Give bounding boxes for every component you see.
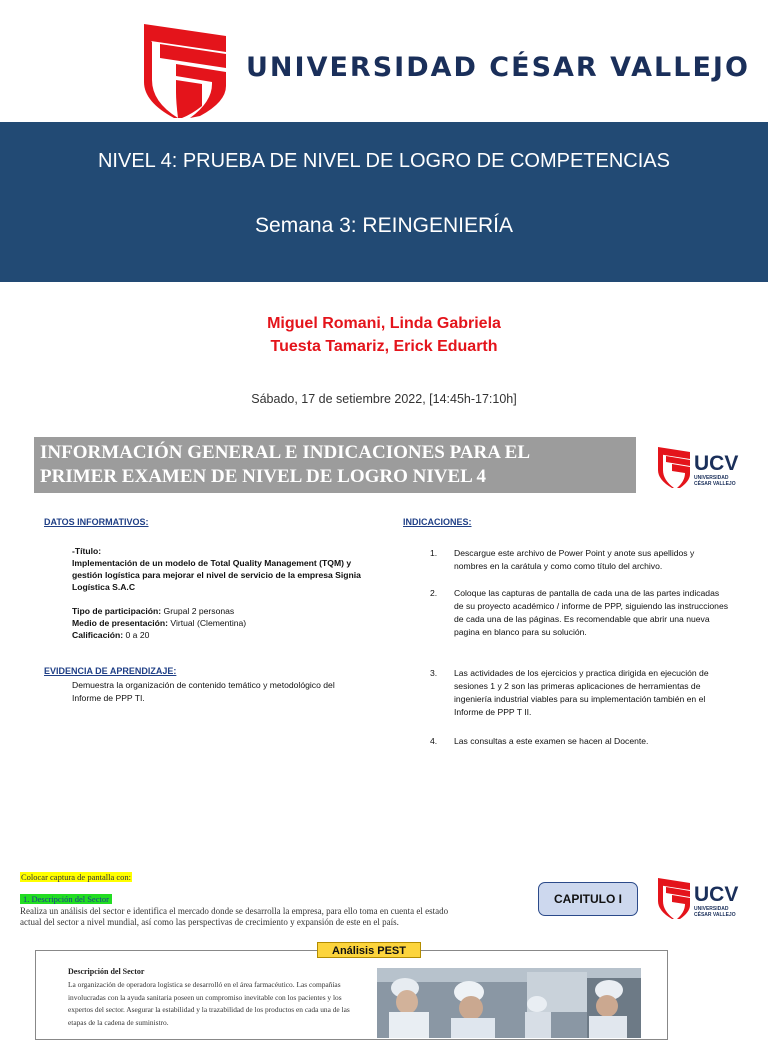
week-title: Semana 3: REINGENIERÍA: [255, 214, 513, 237]
indicacion-number: 1.: [430, 548, 438, 558]
medio-row: [72, 617, 372, 629]
realiza-instruction: Realiza un análisis del sector e identifica el mercado donde se desarrolla la empresa, para ello toma en cuenta el estado actual del sector a nivel mundial, así como las perspectivas de crecimiento y expansión de este en el país.: [20, 906, 449, 927]
evidencia-body: Demuestra la organización de contenido temático y metodológico del Informe de PPP TI.: [72, 680, 335, 703]
pharmacy-workers-photo: [377, 968, 641, 1038]
author-line-1: Miguel Romani, Linda Gabriela: [267, 315, 501, 332]
desc-sector-title: Descripción del Sector: [68, 967, 145, 976]
colocar-instruction: Colocar captura de pantalla con:: [21, 872, 131, 882]
indicacion-number: 4.: [430, 736, 438, 746]
medio-value: Virtual (Clementina): [167, 618, 247, 628]
exam-date: Sábado, 17 de setiembre 2022, [14:45h-17:10h]: [251, 392, 517, 406]
descripcion-sector-highlight: 1. Descripción del Sector: [20, 894, 112, 904]
medio-label: Medio de presentación:: [72, 618, 168, 628]
indicacion-text: Las consultas a este examen se hacen al Docente.: [454, 736, 649, 746]
capitulo-button[interactable]: CAPITULO I: [538, 882, 638, 916]
ucv-logo-text: UCV: [694, 452, 739, 475]
indicaciones-title: INDICACIONES:: [403, 517, 472, 527]
calificacion-row: [72, 629, 372, 641]
ucv-logo: [656, 877, 752, 921]
ucv-shield-logo: [140, 22, 230, 120]
titulo-label: -Título:: [72, 546, 102, 556]
exam-title: NIVEL 4: PRUEBA DE NIVEL DE LOGRO DE COMPETENCIAS: [97, 150, 670, 172]
indicacion-text: Descargue este archivo de Power Point y anote sus apellidos y nombres en la carátula y como como título del archivo.: [454, 548, 695, 571]
info-header: [34, 437, 636, 493]
info-header-line-2: PRIMER EXAMEN DE NIVEL DE LOGRO NIVEL 4: [40, 466, 487, 487]
calificacion-label: Calificación:: [72, 630, 124, 640]
title-banner: [0, 122, 768, 282]
ucv-logo-sub2: CÉSAR VALLEJO: [694, 481, 736, 487]
datos-informativos-body: [72, 545, 372, 641]
evidencia-title: EVIDENCIA DE APRENDIZAJE:: [44, 666, 177, 676]
ucv-logo-text: UCV: [694, 883, 739, 906]
ucv-logo: [656, 446, 752, 490]
indicacion-number: 3.: [430, 668, 438, 678]
pest-label: Análisis PEST: [317, 942, 421, 958]
participacion-label: Tipo de participación:: [72, 606, 162, 616]
ucv-logo-sub2: CÉSAR VALLEJO: [694, 912, 736, 918]
desc-sector-body: La organización de operadora logística se desarrolló en el área farmacéutico. Las compañías involucradas con la ayuda sanitaria poseen un compromiso inevitable con los pacientes y los expertos del sector. Asegurar la estabilidad y la trazabilidad de los productos en cada una de las etapas de la cadena de suministro.: [68, 980, 350, 1027]
info-header-line-1: INFORMACIÓN GENERAL E INDICACIONES PARA EL: [40, 442, 531, 463]
ucv-logo-sub1: UNIVERSIDAD: [694, 906, 729, 912]
university-name: UNIVERSIDAD CÉSAR VALLEJO: [246, 52, 750, 83]
indicacion-text: Las actividades de los ejercicios y practica dirigida en ejecución de sesiones 1 y 2 son las primeras aplicaciones de herramientas de ingeniería industrial viables para su implementación también en el Informe de PPP T II.: [454, 668, 709, 717]
calificacion-value: 0 a 20: [123, 630, 150, 640]
indicacion-text: Coloque las capturas de pantalla de cada una de las partes indicadas de su proyecto académico / informe de PPP, siguiendo las instrucciones de cada una de las páginas. Es recomendable que abrir una nueva pagina en blanco para su solución.: [454, 588, 729, 637]
datos-informativos-title: DATOS INFORMATIVOS:: [44, 517, 149, 527]
titulo-value: Implementación de un modelo de Total Quality Management (TQM) y gestión logística para mejorar el nivel de servicio de la empresa Signia Logística S.A.C: [72, 558, 361, 592]
indicacion-number: 2.: [430, 588, 438, 598]
participacion-value: Grupal 2 personas: [161, 606, 235, 616]
authors: [0, 312, 768, 358]
participacion-row: [72, 605, 372, 617]
author-line-2: Tuesta Tamariz, Erick Eduarth: [270, 338, 498, 355]
ucv-logo-sub1: UNIVERSIDAD: [694, 475, 729, 481]
